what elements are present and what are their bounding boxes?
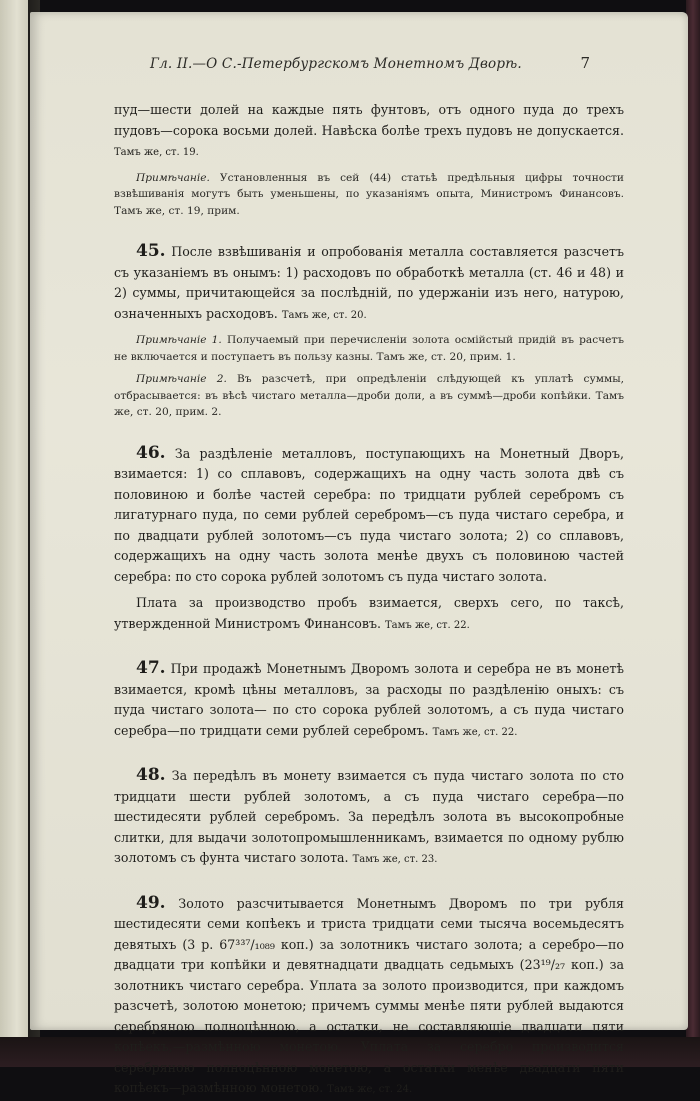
continuation-paragraph	[114, 100, 624, 164]
note-label: Примѣчаніе.	[136, 171, 210, 184]
article-citation: Тамъ же, ст. 23.	[352, 854, 438, 865]
article-46-text	[114, 443, 624, 588]
note-text: Въ разсчетѣ, при опредѣленіи слѣдующей къ уплатѣ суммы, отбрасывается: въ вѣсѣ чистаго металла—дроби доли, а въ суммѣ—дроби копѣйки.	[114, 373, 625, 402]
article-45-note-1	[114, 332, 624, 365]
article-number: 45.	[136, 241, 166, 261]
article-49	[114, 893, 624, 1101]
article-45-note-2	[114, 371, 624, 421]
note-text: Установленныя въ сей (44) статьѣ предѣльныя цифры точности взвѣшиванія могутъ быть уменьшены, по указаніямъ опыта, Министромъ Финансовъ.	[114, 171, 624, 200]
article-45-text	[114, 241, 624, 326]
article-number: 46.	[136, 442, 166, 463]
article-body: За раздѣленіе металловъ, поступающихъ на Монетный Дворъ, взимается: 1) со сплавовъ, содержащихъ на одну часть золота двѣ съ половиною и болѣе частей серебра: по тридцати рублей серебромъ съ лигатурнаго пуда, по семи рублей серебромъ—съ пуда чистаго серебра, и по двадцати рублей золотомъ—съ пуда чистаго золота; 2) со сплавовъ, содержащихъ на одну часть золота менѣе двухъ съ половиною частей серебра: по сто сорока рублей золотомъ съ пуда чистаго золота.	[114, 445, 624, 584]
article-48	[114, 765, 624, 871]
article-citation: Тамъ же, ст. 24.	[327, 1084, 413, 1095]
article-47-text	[114, 658, 624, 743]
continuation-citation: Тамъ же, ст. 19.	[114, 147, 199, 158]
article-number: 48.	[136, 765, 166, 785]
note-citation: Тамъ же, ст. 20, прим. 2.	[114, 389, 624, 418]
article-body: За передѣлъ въ монету взимается съ пуда чистаго золота по сто тридцати шести рублей золотомъ, а съ пуда чистаго серебра—по шестидесяти рублей серебромъ. За передѣлъ золота въ высокопробные слитки, для выдачи золотопромышленникамъ, взимается по одному рублю золотомъ съ фунта чистаго золота.	[114, 768, 624, 865]
note-text: Получаемый при перечисленіи золота осмійстый придiй въ расчетъ не включается и поступаетъ въ пользу казны.	[114, 334, 624, 363]
article-number: 49.	[136, 892, 166, 913]
article-body: Золото разсчитывается Монетнымъ Дворомъ по три рубля шестидесяти семи копѣекъ и триста тридцати семи тысяча восемьдесятъ девятыхъ (3 р. 67³³⁷/₁₀₈₉ коп.) за золотникъ чистаго золота; а серебро—по двадцати три копѣйки и девятнадцати двадцать седьмыхъ (23¹⁹/₂₇ коп.) за золотникъ чистаго серебра. Уплата за золото производится, при каждомъ разсчетѣ, золотою монетою; причемъ суммы менѣе пяти рублей выдаются серебряною полноцѣнною, а остатки, не составляющіе двадцати пяти копѣекъ,—размѣнною монетою. Уплата за серебро производится серебряною полноцѣнною монетою, а остатки менѣе двадцати пяти копѣекъ—размѣнною монетою.	[114, 895, 624, 1095]
previous-page-edge	[0, 0, 28, 1045]
note-citation: Тамъ же, ст. 19, прим.	[114, 204, 240, 217]
article-citation: Тамъ же, ст. 20.	[281, 309, 367, 321]
note-label: Примѣчаніе 2.	[136, 373, 227, 385]
article-46-paragraph-2	[114, 593, 624, 636]
article-body: Плата за производство пробъ взимается, сверхъ сего, по таксѣ, утвержденной Министромъ Финансовъ.	[114, 595, 624, 631]
article-citation: Тамъ же, ст. 22.	[385, 619, 470, 631]
continuation-text: пуд—шести долей на каждые пять фунтовъ, отъ одного пуда до трехъ пудовъ—сорока восьми долей. Навѣска болѣе трехъ пудовъ не допускается.	[114, 102, 624, 138]
book-page	[30, 12, 688, 1095]
article-45	[114, 241, 624, 421]
note-label: Примѣчаніе 1.	[136, 334, 222, 346]
page-number: 7	[580, 54, 590, 72]
article-number: 47.	[136, 658, 166, 678]
article-body: При продажѣ Монетнымъ Дворомъ золота и серебра не въ монетѣ взимается, кромѣ цѣны металловъ, за расходы по раздѣленію оныхъ: съ пуда чистаго золота— по сто сорока рублей золотомъ, а съ пуда чистаго серебра—по тридцати семи рублей серебромъ.	[114, 661, 624, 738]
article-body: После взвѣшиванія и опробованія металла составляется разсчетъ съ указаніемъ въ онымъ: 1) расходовъ по обработкѣ металла (ст. 46 и 48) и 2) суммы, причитающейся за послѣдній, по удержаніи изъ него, натурою, означенныхъ расходовъ.	[114, 244, 624, 321]
article-44-note	[114, 170, 624, 220]
article-citation: Тамъ же, ст. 22.	[432, 726, 518, 738]
book-cover-edge-right	[686, 0, 700, 1067]
note-citation: Тамъ же, ст. 20, прим. 1.	[376, 350, 516, 363]
article-47	[114, 658, 624, 743]
running-head: Гл. II.—О С.-Петербургскомъ Монетномъ Дворѣ.	[150, 56, 522, 72]
page-body	[114, 100, 624, 1101]
article-49-text	[114, 893, 624, 1101]
article-48-text	[114, 765, 624, 871]
article-46	[114, 443, 624, 637]
